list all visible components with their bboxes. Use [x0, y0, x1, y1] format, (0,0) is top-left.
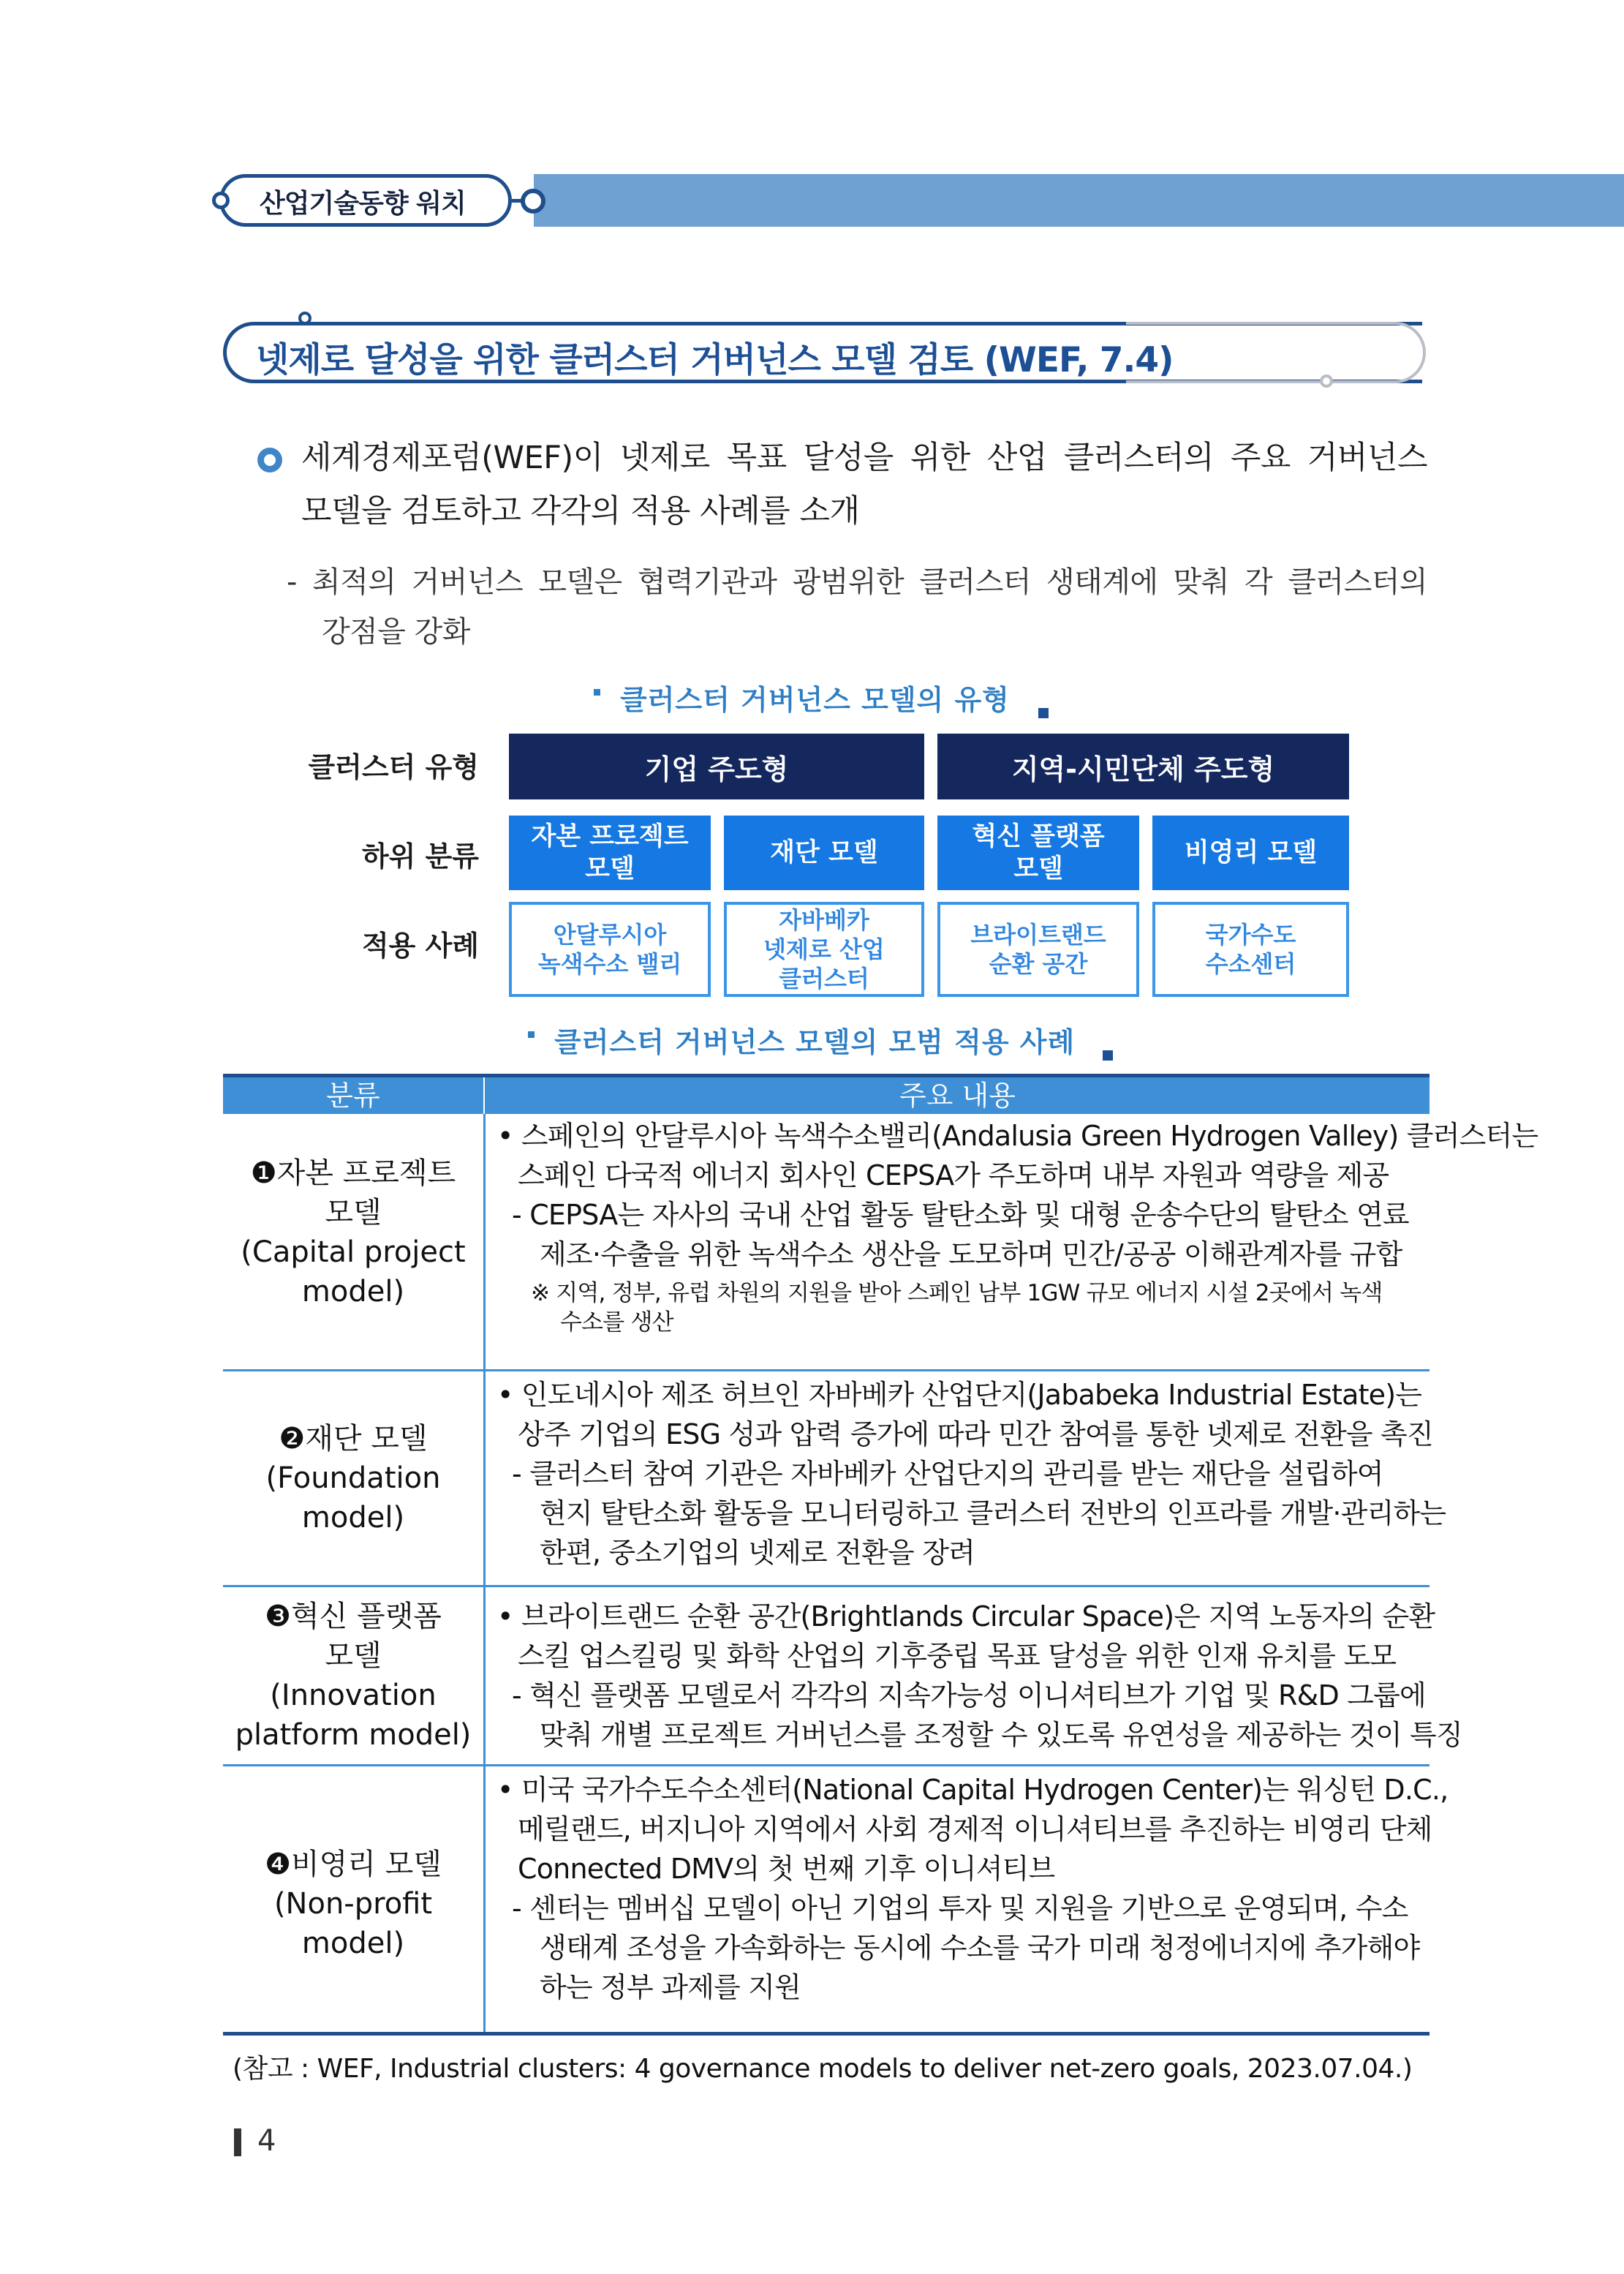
content-line: 스킬 업스킬링 및 화학 산업의 기후중립 목표 달성을 위한 인재 유치를 도모: [518, 1640, 1397, 1672]
subtype-line: 모델: [1013, 854, 1063, 884]
case-line: 순환 공간: [989, 950, 1088, 978]
category-line: model): [301, 1501, 405, 1535]
case-brightlands: [937, 902, 1139, 997]
subtype-line: 자본 프로젝트: [531, 822, 689, 851]
intro-line-2: 모델을 검토하고 각각의 적용 사례를 소개: [301, 493, 860, 530]
content-line: 스페인 다국적 에너지 회사인 CEPSA가 주도하며 내부 자원과 역량을 제공: [518, 1159, 1389, 1191]
header-band: [534, 174, 1624, 227]
caption-end-icon: [1103, 1050, 1113, 1061]
content-line: 상주 기업의 ESG 성과 압력 증가에 따라 민간 참여를 통한 넷제로 전환을 촉진: [518, 1418, 1433, 1450]
row-label-type: 클러스터 유형: [308, 751, 479, 783]
page-marker: [234, 2128, 241, 2156]
case-line: 국가수도: [1205, 921, 1296, 949]
intro-sub-line-2: 강점을 강화: [322, 615, 470, 649]
category-line: ❸혁신 플랫폼: [265, 1600, 442, 1633]
header-dot-left: [212, 192, 230, 209]
category-nonprofit: [223, 1845, 483, 1963]
category-line: (Non-profit: [273, 1887, 433, 1921]
content-line: 현지 탈탄소화 활동을 모니터링하고 클러스터 전반의 인프라를 개발·관리하는: [540, 1497, 1446, 1529]
category-line: ❷재단 모델: [279, 1422, 428, 1456]
diagram-caption: 클러스터 거버넌스 모델의 유형: [620, 684, 1010, 716]
caption-dot-icon: [594, 689, 600, 696]
category-line: 모델: [325, 1639, 382, 1673]
type-corporate-led: 기업 주도형: [509, 734, 924, 799]
case-line: 녹색수소 밸리: [537, 950, 682, 978]
column-divider: [483, 1114, 486, 2032]
intro-sub-line-1: - 최적의 거버넌스 모델은 협력기관과 광범위한 클러스터 생태계에 맞춰 각 클러스터의: [287, 565, 1427, 599]
content-line: - 혁신 플랫폼 모델로서 각각의 지속가능성 이니셔티브가 기업 및 R&D 그룹에: [512, 1679, 1426, 1712]
category-line: platform model): [235, 1718, 472, 1752]
case-line: 자바베카: [779, 906, 869, 934]
content-line: - 클러스터 참여 기관은 자바베카 산업단지의 관리를 받는 재단을 설립하여: [512, 1458, 1383, 1490]
series-title: 산업기술동향 워치: [260, 189, 466, 219]
content-line: • 인도네시아 제조 허브인 자바베카 산업단지(Jababeka Industrial Estate)는: [497, 1379, 1422, 1411]
content-foundation: [497, 1375, 1446, 1573]
row-divider: [223, 1585, 1430, 1587]
category-line: (Innovation: [270, 1679, 437, 1712]
content-note: ※ 지역, 정부, 유럽 차원의 지원을 받아 스페인 남부 1GW 규모 에너지 시설 2곳에서 녹색: [531, 1280, 1383, 1306]
subtype-line: 모델: [585, 854, 635, 884]
intro-line-1: 세계경제포럼(WEF)이 넷제로 목표 달성을 위한 산업 클러스터의 주요 거버넌스: [301, 440, 1427, 476]
title-knob-bottom: [1320, 374, 1333, 388]
content-line: • 스페인의 안달루시아 녹색수소밸리(Andalusia Green Hydrogen Valley) 클러스터는: [497, 1120, 1538, 1152]
table-header-category: 분류: [326, 1080, 380, 1112]
content-line: Connected DMV의 첫 번째 기후 이니셔티브: [518, 1853, 1055, 1885]
table-header-content: 주요 내용: [899, 1080, 1016, 1112]
content-innovation-platform: [497, 1597, 1462, 1755]
subtype-capital-project: [509, 816, 711, 890]
page-number: 4: [257, 2124, 276, 2158]
header-dot-right: [521, 189, 545, 214]
content-line: 맞춰 개별 프로젝트 거버넌스를 조정할 수 있도록 유연성을 제공하는 것이 특징: [540, 1719, 1462, 1751]
category-foundation: [223, 1419, 483, 1537]
bullet-ring-icon: [257, 448, 282, 473]
category-innovation-platform: [223, 1597, 483, 1755]
row-divider: [223, 1764, 1430, 1766]
row-label-subtype: 하위 분류: [361, 840, 479, 873]
subtype-line: 비영리 모델: [1184, 838, 1318, 867]
table-bottom-rule: [223, 2032, 1430, 2036]
subtype-foundation: [724, 816, 924, 890]
row-divider: [223, 1369, 1430, 1371]
content-note: 수소를 생산: [560, 1309, 673, 1336]
subtype-innovation-platform: [937, 816, 1139, 890]
content-line: 제조·수출을 위한 녹색수소 생산을 도모하며 민간/공공 이해관계자를 규합: [540, 1238, 1402, 1270]
caption-end-icon: [1038, 708, 1049, 718]
content-line: 메릴랜드, 버지니아 지역에서 사회 경제적 이니셔티브를 추진하는 비영리 단체: [518, 1813, 1432, 1845]
type-regional-civic-led: 지역-시민단체 주도형: [937, 734, 1349, 799]
category-line: ❹비영리 모델: [265, 1848, 442, 1881]
content-line: 한편, 중소기업의 넷제로 전환을 장려: [540, 1537, 975, 1569]
case-line: 수소센터: [1205, 950, 1296, 978]
caption-dot-icon: [528, 1031, 535, 1038]
category-line: model): [301, 1275, 405, 1309]
content-line: - CEPSA는 자사의 국내 산업 활동 탈탄소화 및 대형 운송수단의 탈탄소 연료: [512, 1199, 1409, 1231]
case-andalusia: [509, 902, 711, 997]
case-line: 안달루시아: [553, 921, 667, 949]
category-line: 모델: [325, 1196, 382, 1230]
section-title: 넷제로 달성을 위한 클러스터 거버넌스 모델 검토 (WEF, 7.4): [256, 340, 1174, 380]
category-line: (Foundation: [265, 1461, 441, 1495]
case-line: 브라이트랜드: [970, 921, 1106, 949]
content-capital-project: [497, 1116, 1538, 1337]
title-knob-top: [298, 312, 311, 325]
subtype-line: 혁신 플랫폼: [972, 822, 1105, 851]
content-line: - 센터는 멤버십 모델이 아닌 기업의 투자 및 지원을 기반으로 운영되며, 수소: [512, 1892, 1408, 1924]
content-line: • 미국 국가수도수소센터(National Capital Hydrogen Center)는 워싱턴 D.C.,: [497, 1774, 1449, 1806]
category-line: (Capital project: [241, 1235, 466, 1269]
row-label-case: 적용 사례: [361, 930, 479, 962]
case-line: 클러스터: [779, 965, 869, 993]
case-jababeka: [724, 902, 924, 997]
content-line: • 브라이트랜드 순환 공간(Brightlands Circular Space)은 지역 노동자의 순환: [497, 1600, 1435, 1633]
content-line: 하는 정부 과제를 지원: [540, 1971, 801, 2003]
subtype-line: 재단 모델: [770, 838, 878, 867]
case-national-capital: [1152, 902, 1349, 997]
category-line: ❶자본 프로젝트: [250, 1156, 456, 1190]
table-caption: 클러스터 거버넌스 모델의 모범 적용 사례: [554, 1026, 1076, 1058]
content-line: 생태계 조성을 가속화하는 동시에 수소를 국가 미래 청정에너지에 추가해야: [540, 1932, 1420, 1964]
category-capital-project: [223, 1153, 483, 1311]
subtype-nonprofit: [1152, 816, 1349, 890]
source-note: (참고 : WEF, Industrial clusters: 4 governance models to deliver net-zero goals, 2023.07.04.): [233, 2054, 1413, 2084]
category-line: model): [301, 1927, 405, 1960]
case-line: 넷제로 산업: [763, 935, 885, 963]
header-divider: [483, 1077, 485, 1114]
content-nonprofit: [497, 1770, 1449, 2007]
